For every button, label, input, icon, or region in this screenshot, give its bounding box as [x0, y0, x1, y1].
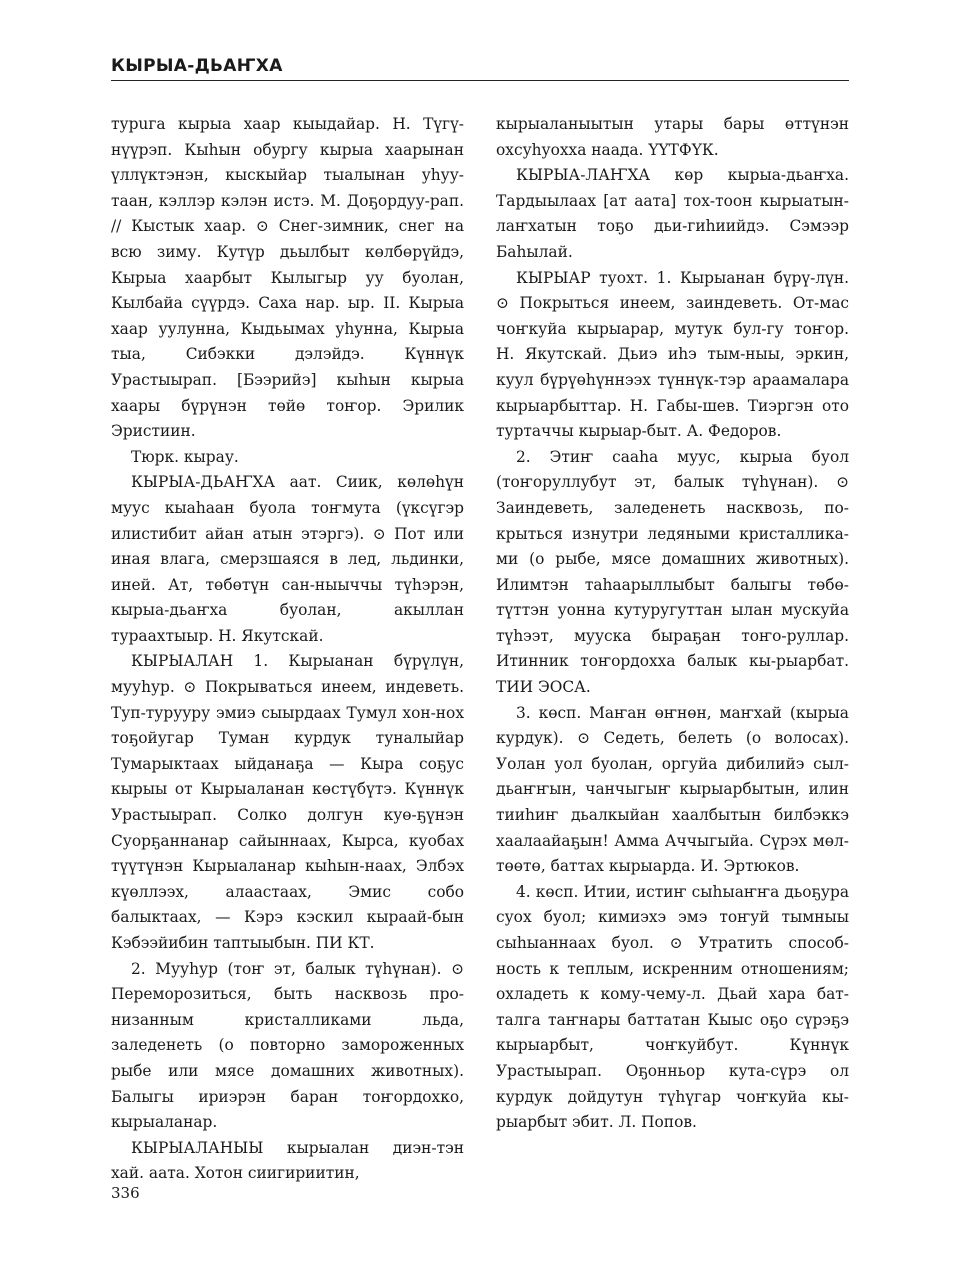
page-number: 336: [111, 1184, 140, 1202]
etymology: Тюрк. кырау.: [131, 447, 239, 466]
running-header: [111, 56, 849, 81]
entry-continuation: турuга кырыа хаар кыыдайар. Н. Түгү-нүүрэп. Кыһын обургу кырыа хаарынан үллүктэнэн, кыскыйар тыалынан уһуу-таан, кэллэр кэлэн истэ. М. Доҕордуу-рап. // Кыстык хаар. ⊙ Снег-зимник, снег на всю зиму. Кутүр дьылбыт көлбөрүйдэ, Кырыа хаарбыт Кылыгыр уу буолан, Кылбайа сүүрдэ. Саха нар. ыр. II. Кырыа хаар уулунна, Кыдьымах уһунна, Кырыа тыа, Сибэкки дэлэйдэ. Күннүк Урастыырап. [Бээрийэ] кыһын кырыа хаары бүрүнэн төйө тоҥор. Эрилик Эристиин.: [111, 115, 464, 441]
entry-kyryalanyy: КЫРЫАЛАНЫЫ кырыалан диэн-тэн хай. аата. Хотон сиигириитин,: [111, 1138, 464, 1183]
entry-kyrya-langkha: КЫРЫА-ЛАҤХА көр кырыа-дьаҥха. Тардыылаах [ат аата] тох-тоон кырыатын-лаҥхатын тоҕо дьи-гиһиийдэ. Сэмээр Баһылай.: [496, 166, 849, 261]
entry-kyryalan: КЫРЫАЛАН 1. Кырыанан бүрүлүн, мууһур. ⊙ Покрываться инеем, индеветь. Туп-турууру эмиэ сыырдаах Тумул хон-нох тоҕойугар Туман курдук туналыйар Тумарыктаах ыйданаҕа — Кыра соҕус кырыы от Кырыаланан көстүбүтэ. Күннүк Урастыырап. Солко долгун куө-ҕүнэн Суорҕаннанар сайыннаах, Кырса, куобах түүтүнэн Кырыаланар кыһын-наах, Элбэх күөллээх, алаастаах, Эмис собо балыктаах, — Кэрэ кэскил кыраай-бын Кэбээйибин таптыыбын. ПИ КТ.: [111, 652, 464, 952]
entry-kyryalan-sense-2: 2. Мууһур (тоҥ эт, балык түһүнан). ⊙ Переморозиться, быть насквозь про-низанным кристалликами льда, заледенеть (о повторно замороженных рыбе или мясе домашних животных). Балыгы ириэрэн баран тоҥордохко, кырыаланар.: [111, 959, 464, 1132]
entry-kyryar-sense-4: 4. көсп. Итии, истиҥ сыһыаҥҥа дьоҕура суох буол; кимиэхэ эмэ тоҥуй тымныы сыһыаннаах буол. ⊙ Утратить способ-ность к теплым, искренним отношениям; охладеть к кому-чему-л. Дьай хара бат-талга таҥнары баттатан Кыыс оҕо сүрэҕэ кырыарбыт, чоҥкуйбут. Күннүк Урастыырап. Оҕонньор кута-сүрэ ол курдук дойдутун түһүгар чоҥкуйа кы-рыарбыт эбит. Л. Попов.: [496, 882, 849, 1132]
entry-kyryar-sense-3: 3. көсп. Маҥан өҥнөн, маҥхай (кырыа курдук). ⊙ Седеть, белеть (о волосах). Уолан уол буолан, оргуйа дибилийэ сыл-дьаҥҥын, чанчыгыҥ кырыарбытын, илин тииһиҥ дьалкыйан хаалбытын билбэккэ хаалаайаҕын! Амма Аччыгыйа. Сүрэх мөл-төөтө, баттах кырыарда. И. Эртюков.: [496, 703, 849, 876]
right-column: [496, 112, 849, 1136]
entry-kyryar: КЫРЫАР туохт. 1. Кырыанан бүрү-лүн. ⊙ Покрыться инеем, заиндеветь. От-мас чоҥкуйа кырыарар, мутук бул-гу тоҥор. Н. Якутскай. Дьиэ иһэ тым-ныы, эркин, куул бүрүөһүннээх түннүк-тэр араамалара кырыарбыттар. Н. Габы-шев. Тиэргэн ото туртаччы кырыар-быт. А. Федоров.: [496, 268, 849, 441]
entry-kyrya-dyangkha: КЫРЫА-ДЬАҤХА аат. Сиик, көлөһүн муус кыаһаан буола тоҥмута (үксүгэр илистибит айан атын этэргэ). ⊙ Пот или иная влага, смерзшаяся в лед, льдинки, иней. Ат, төбөтүн сан-ныыччы түһэрэн, кырыа-дьаҥха буолан, акыллан тураахтыыр. Н. Якутскай.: [111, 473, 464, 645]
entry-kyryar-sense-2: 2. Этиҥ сааһа муус, кырыа буол (тоҥоруллубут эт, балык түһүнан). ⊙ Заиндеветь, заледенеть насквозь, по-крыться изнутри ледяными кристаллика-ми (о рыбе, мясе домашних животных). Илимтэн таһаарыллыбыт балыгы төбө-түттэн уонна кутуругуттан ылан мускуйа түһээт, мууска быраҕан тоҥо-руллар. Итинник тоҥордохха балык кы-рыарбат. ТИИ ЭОСА.: [496, 447, 849, 697]
entry-continuation-right: кырыаланыытын утары бары өттүнэн охсуһуохха наада. ҮҮТФҮК.: [496, 115, 849, 159]
left-column: [111, 112, 464, 1187]
running-header-title: КЫРЫА-ДЬАҤХА: [111, 56, 283, 76]
